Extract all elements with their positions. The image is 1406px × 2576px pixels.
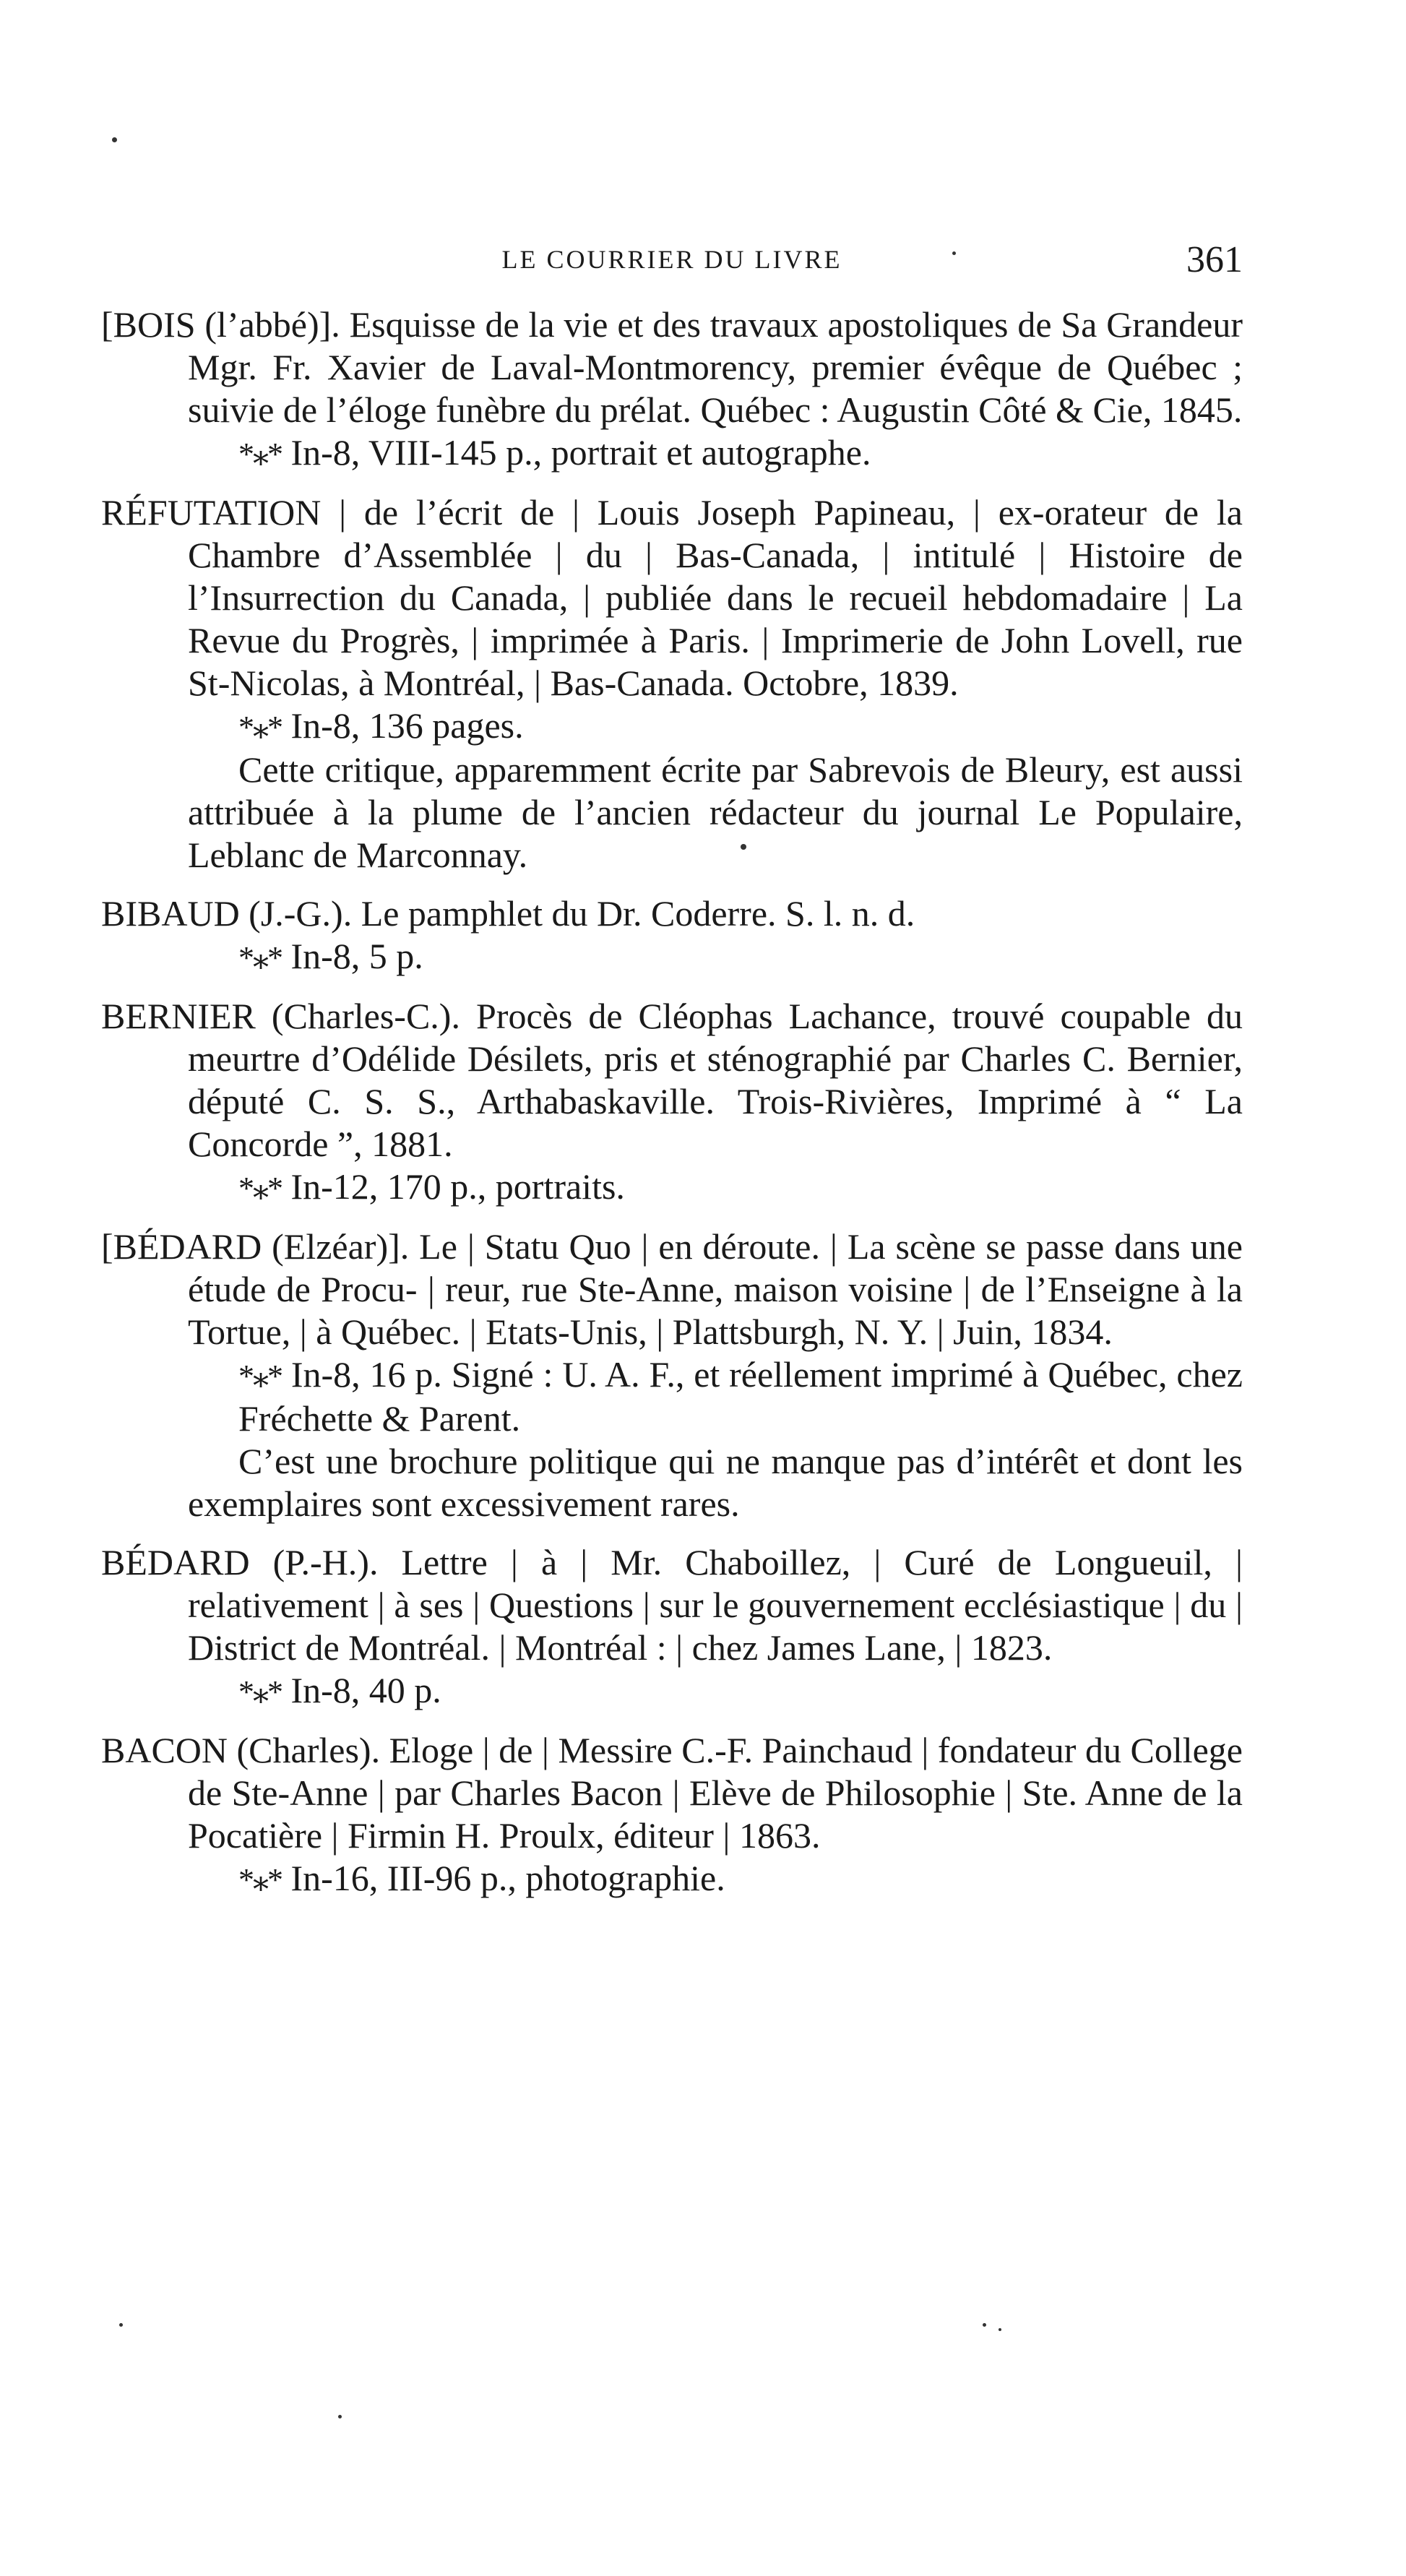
asterism-mark: *⁎* (238, 1171, 282, 1206)
collation-text: In-8, 16 p. Signé : U. A. F., et réellement imprimé à Québec, chez Fréchette & Parent. (238, 1354, 1243, 1439)
collation-text: In-12, 170 p., portraits. (290, 1166, 625, 1207)
collation-text: In-8, 136 pages. (290, 705, 524, 746)
scan-speck (999, 2328, 1001, 2331)
entry-bibaud (101, 892, 1243, 979)
entry-collation (101, 1166, 1243, 1210)
running-title: LE COURRIER DU LIVRE (501, 245, 842, 274)
entry-citation: BÉDARD (P.-H.). Lettre | à | Mr. Chaboillez, | Curé de Longueuil, | relativement | à ses | Questions | sur le gouvernement ecclésiastique | du | District de Montréal. | Montréal : | chez James Lane, | 1823. (101, 1542, 1243, 1668)
asterism-mark: *⁎* (238, 940, 282, 975)
entry-collation (101, 935, 1243, 979)
entry-citation: [BOIS (l’abbé)]. Esquisse de la vie et des travaux apostoliques de Sa Grandeur Mgr. Fr. Xavier de Laval-Montmorency, premier évêque de Québec ; suivie de l’éloge funèbre du prélat. Québec : Augustin Côté & Cie, 1845. (101, 304, 1243, 430)
collation-text: In-8, 5 p. (290, 936, 423, 976)
entry-bedard-ph (101, 1541, 1243, 1713)
collation-text: In-8, VIII-145 p., portrait et autographe. (290, 432, 871, 473)
collation-text: In-16, III-96 p., photographie. (290, 1858, 725, 1898)
entry-note: Cette critique, apparemment écrite par Sabrevois de Bleury, est aussi attribuée à la plume de l’ancien rédacteur du journal Le Populaire, Leblanc de Marconnay. (188, 749, 1243, 875)
entry-collation (101, 1353, 1243, 1440)
entry-citation: BACON (Charles). Eloge | de | Messire C.-F. Painchaud | fondateur du College de Ste-Anne | par Charles Bacon | Elève de Philosophie | Ste. Anne de la Pocatière | Firmin H. Proulx, éditeur | 1863. (101, 1730, 1243, 1856)
asterism-mark: *⁎* (238, 1862, 282, 1897)
entry-bedard-elzear (101, 1225, 1243, 1525)
scan-speck (112, 137, 117, 142)
scan-speck (952, 251, 956, 255)
entry-citation: [BÉDARD (Elzéar)]. Le | Statu Quo | en déroute. | La scène se passe dans une étude de Procu- | reur, rue Ste-Anne, maison voisine | de l’Enseigne à la Tortue, | à Québec. | Etats-Unis, | Plattsburgh, N. Y. | Juin, 1834. (101, 1226, 1243, 1352)
asterism-mark: *⁎* (238, 436, 282, 472)
entry-collation (101, 1669, 1243, 1713)
entry-collation (101, 431, 1243, 475)
scan-speck (338, 2415, 342, 2418)
scan-speck (119, 2323, 123, 2327)
entry-citation: BIBAUD (J.-G.). Le pamphlet du Dr. Coderre. S. l. n. d. (101, 893, 915, 934)
asterism-mark: *⁎* (238, 710, 282, 745)
entry-refutation (101, 491, 1243, 876)
collation-text: In-8, 40 p. (290, 1670, 441, 1710)
page-number: 361 (1186, 239, 1243, 280)
scan-speck (741, 844, 746, 850)
entry-note: C’est une brochure politique qui ne manque pas d’intérêt et dont les exemplaires sont excessivement rares. (188, 1441, 1243, 1524)
entry-citation: RÉFUTATION | de l’écrit de | Louis Joseph Papineau, | ex-orateur de la Chambre d’Assemblée | du | Bas-Canada, | intitulé | Histoire de l’Insurrection du Canada, | publiée dans le recueil hebdomadaire | La Revue du Progrès, | imprimée à Paris. | Imprimerie de John Lovell, rue St-Nicolas, à Montréal, | Bas-Canada. Octobre, 1839. (101, 492, 1243, 703)
scan-speck (983, 2323, 986, 2327)
page-header (101, 238, 1243, 282)
asterism-mark: *⁎* (238, 1358, 282, 1394)
entry-bois (101, 303, 1243, 475)
entry-bacon (101, 1729, 1243, 1901)
asterism-mark: *⁎* (238, 1674, 282, 1710)
entry-collation (101, 705, 1243, 749)
entry-citation: BERNIER (Charles-C.). Procès de Cléophas Lachance, trouvé coupable du meurtre d’Odélide Désilets, pris et sténographié par Charles C. Bernier, député C. S. S., Arthabaskaville. Trois-Rivières, Imprimé à “ La Concorde ”, 1881. (101, 996, 1243, 1164)
bibliography-entries (101, 303, 1243, 1917)
entry-collation (101, 1857, 1243, 1901)
entry-bernier (101, 995, 1243, 1210)
